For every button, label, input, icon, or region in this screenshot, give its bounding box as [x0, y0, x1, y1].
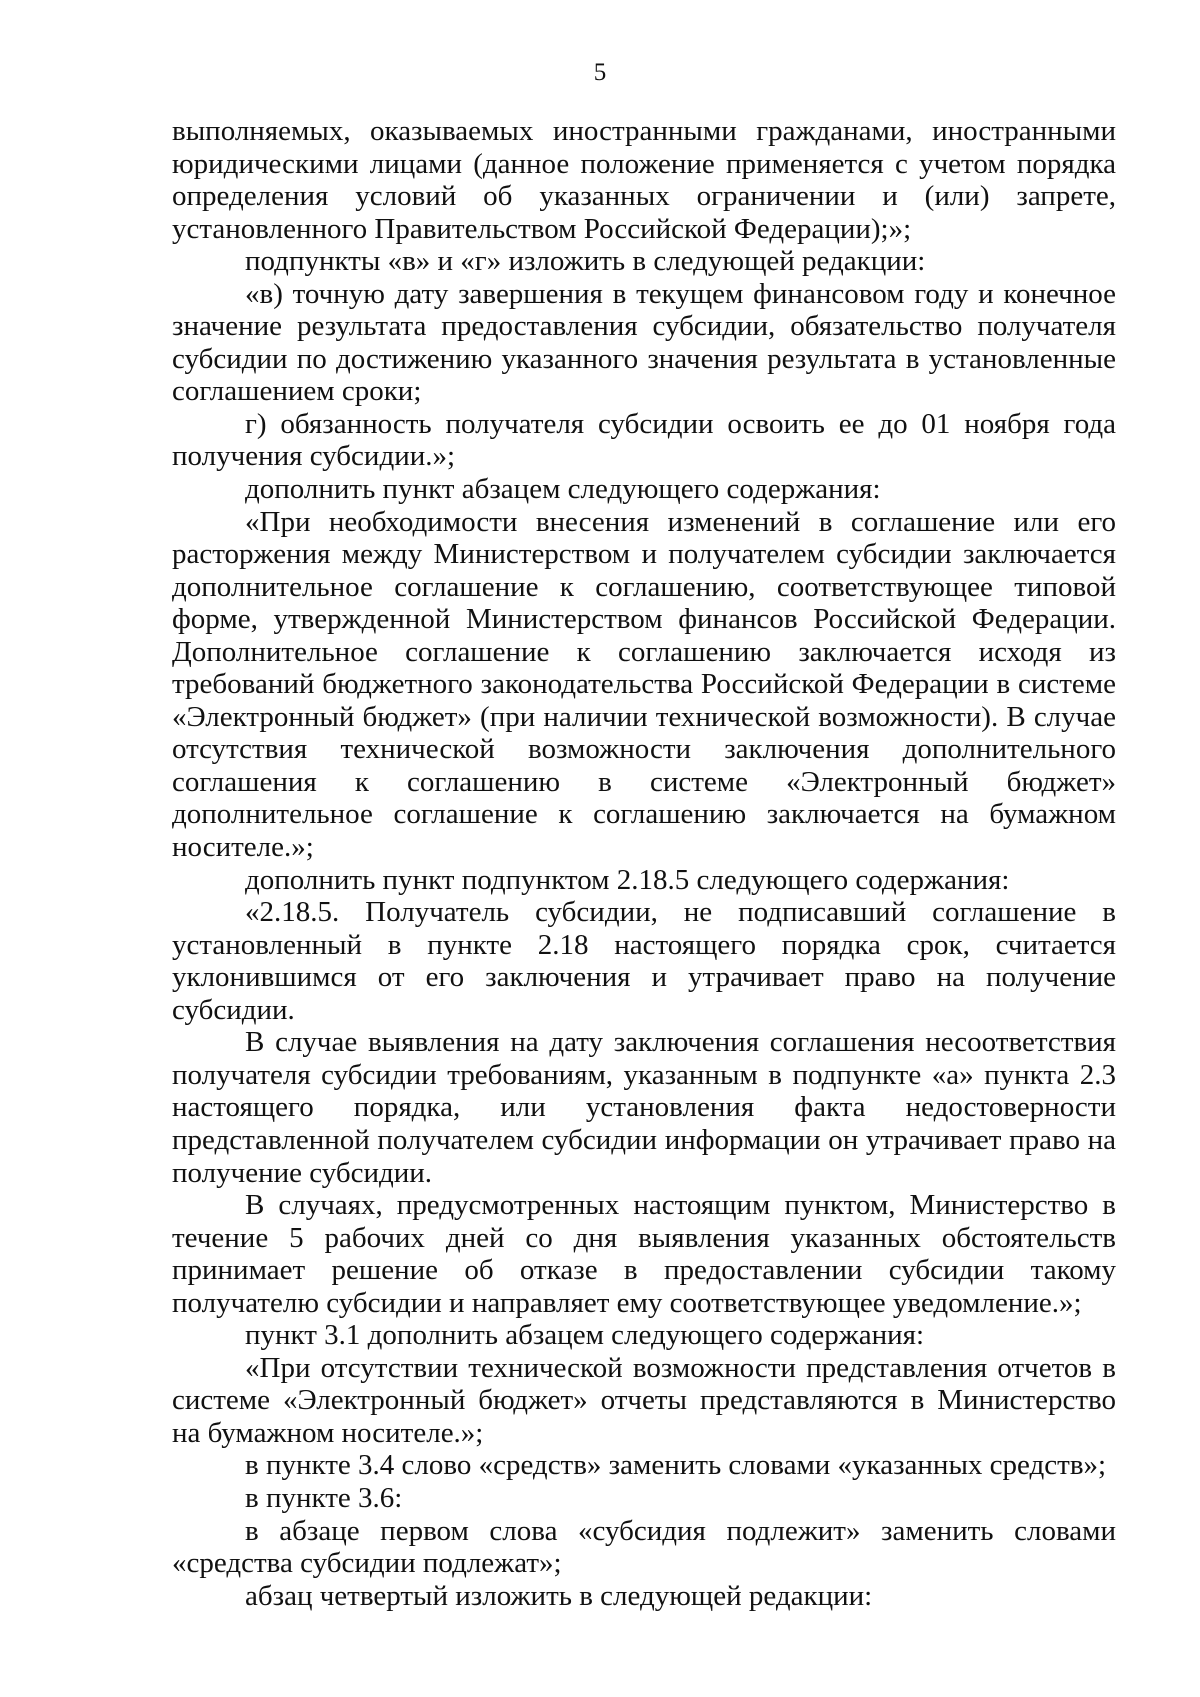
- paragraph: «При необходимости внесения изменений в соглашение или его расторжения между Министерством и получателем субсидии заключается дополнительное соглашение к соглашению, соответствующее типовой форме, утвержденной Министерством финансов Российской Федерации. Дополнительное соглашение к соглашению заключается исходя из требований бюджетного законодательства Российской Федерации в системе «Электронный бюджет» (при наличии технической возможности). В случае отсутствия технической возможности заключения дополнительного соглашения к соглашению в системе «Электронный бюджет» дополнительное соглашение к соглашению заключается на бумажном носителе.»;: [172, 505, 1116, 864]
- paragraph: в пункте 3.4 слово «средств» заменить словами «указанных средств»;: [245, 1449, 1107, 1482]
- paragraph: В случае выявления на дату заключения соглашения несоответствия получателя субсидии требованиям, указанным в подпункте «а» пункта 2.3 настоящего порядка, или установления факта недостоверности представленной получателем субсидии информации он утрачивает право на получение субсидии.: [172, 1026, 1116, 1189]
- paragraph: подпункты «в» и «г» изложить в следующей редакции:: [245, 245, 926, 278]
- paragraph: В случаях, предусмотренных настоящим пунктом, Министерство в течение 5 рабочих дней со дня выявления указанных обстоятельств принимает решение об отказе в предоставлении субсидии такому получателю субсидии и направляет ему соответствующее уведомление.»;: [172, 1189, 1116, 1319]
- paragraph: «При отсутствии технической возможности представления отчетов в системе «Электронный бюджет» отчеты представляются в Министерство на бумажном носителе.»;: [172, 1351, 1116, 1449]
- paragraph: «2.18.5. Получатель субсидии, не подписавший соглашение в установленный в пункте 2.18 настоящего порядка срок, считается уклонившимся от его заключения и утрачивает право на получение субсидии.: [172, 896, 1116, 1026]
- paragraph: дополнить пункт абзацем следующего содержания:: [245, 473, 881, 506]
- paragraph: «в) точную дату завершения в текущем финансовом году и конечное значение результата предоставления субсидии, обязательство получателя субсидии по достижению указанного значения результата в установленные соглашением сроки;: [172, 277, 1116, 408]
- paragraph: пункт 3.1 дополнить абзацем следующего содержания:: [245, 1319, 925, 1352]
- paragraph: выполняемых, оказываемых иностранными гражданами, иностранными юридическими лицами (данное положение применяется с учетом порядка определения условий об указанных ограничении и (или) запрете, установленного Правительством Российской Федерации);»;: [172, 115, 1116, 245]
- paragraph: г) обязанность получателя субсидии освоить ее до 01 ноября года получения субсидии.»;: [172, 407, 1116, 473]
- paragraph: дополнить пункт подпунктом 2.18.5 следующего содержания:: [245, 863, 1010, 896]
- paragraph: в пункте 3.6:: [245, 1481, 403, 1514]
- paragraph: в абзаце первом слова «субсидия подлежит» заменить словами «средства субсидии подлежат»;: [172, 1514, 1116, 1580]
- document-body: [172, 115, 1116, 1612]
- page-number: 5: [593, 59, 607, 86]
- paragraph: абзац четвертый изложить в следующей редакции:: [245, 1579, 873, 1612]
